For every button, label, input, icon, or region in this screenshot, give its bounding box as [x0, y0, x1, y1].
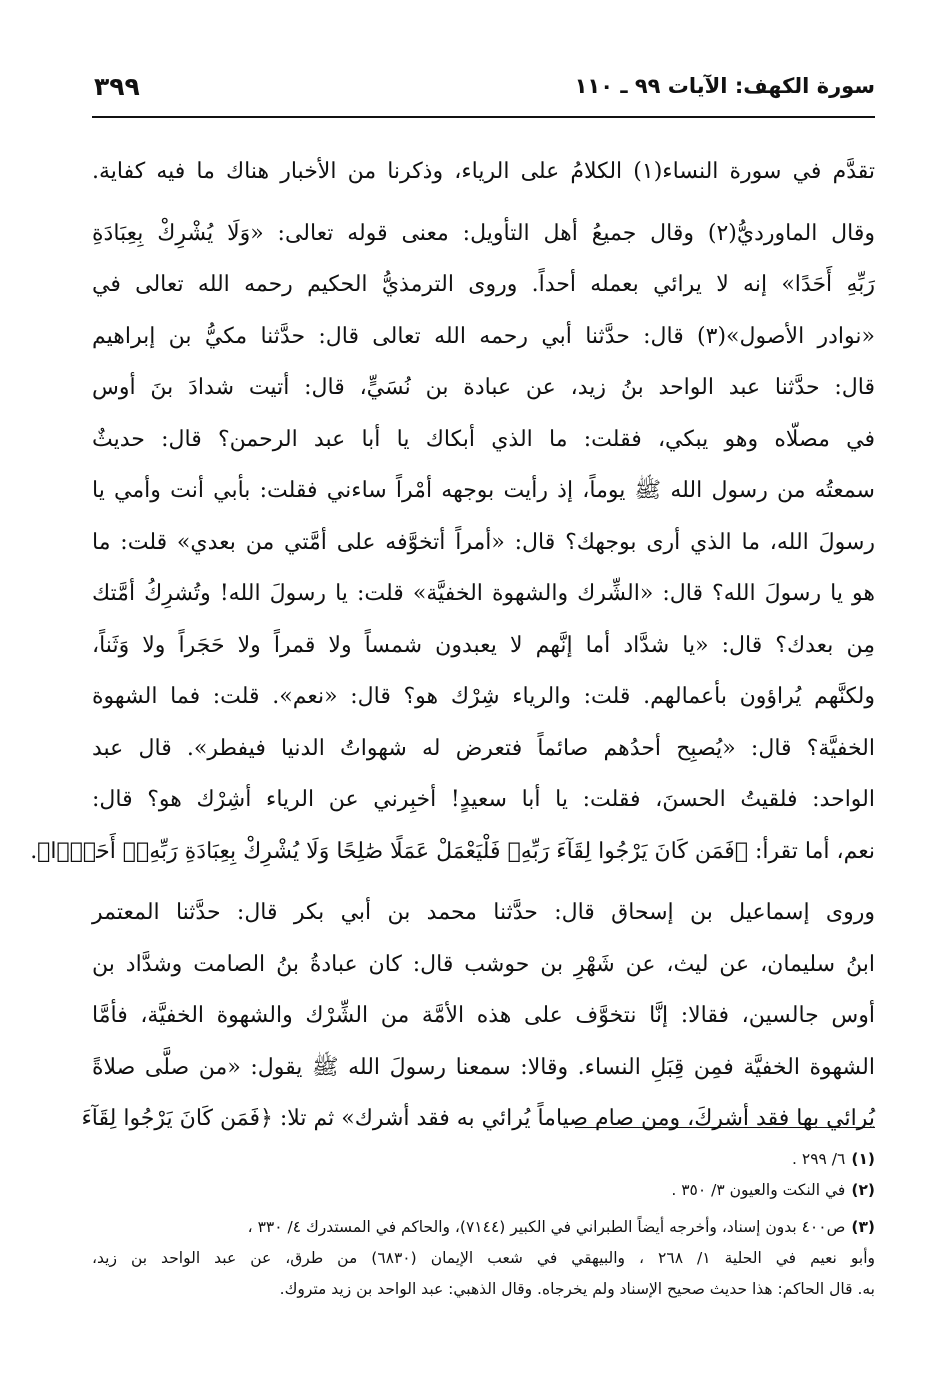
footnote: [92, 1175, 875, 1206]
text-line: ابنُ سليمان، عن ليث، عن شَهْرِ بن حوشب قال: كان عبادةُ بنُ الصامت وشدَّاد بن: [92, 951, 875, 977]
footnote-continuation: وأبو نعيم في الحلية ١/ ٢٦٨ ، والبيهقي في شعب الإيمان (٦٨٣٠) من طرق، عن عبد الواحد بن زيد،: [92, 1249, 875, 1267]
text-line: وروى إسماعيل بن إسحاق قال: حدَّثنا محمد بن أبي بكر قال: حدَّثنا المعتمر: [92, 900, 875, 925]
text-line: «نوادر الأصول»(٣) قال: حدَّثنا أبي رحمه الله تعالى قال: حدَّثنا مكيُّ بن إبراهيم: [92, 323, 875, 349]
text-line: سمعتُه من رسول الله ﷺ يوماً، إذ رأيت بوجهه أمْراً ساءني فقلت: بأبي أنت وأمي يا: [92, 478, 875, 503]
text-line: أوس جالسين، فقالا: إنَّا نتخوَّف على هذه الأمَّة من الشِّرْك والشهوة الخفيَّة، فأمَّا: [92, 1003, 875, 1028]
surah-title: سورة الكهف: الآيات ٩٩ ـ ١١٠: [574, 74, 875, 98]
main-text: [30, 146, 876, 1145]
text-line: الخفيَّة؟ قال: «يُصبِح أحدُهم صائماً فتعرض له شهواتُ الدنيا فيفطر». قال عبد: [92, 735, 875, 761]
text-line: تقدَّم في سورة النساء(١) الكلامُ على الرياء، وذكرنا من الأخبار هناك ما فيه كفاية.: [92, 159, 875, 184]
footnotes: [92, 1144, 875, 1305]
footnote-marker: (١): [851, 1150, 875, 1168]
footnote-marker: (٣): [851, 1218, 875, 1236]
page-number: ٣٩٩: [94, 72, 140, 101]
text-line: ولكنَّهم يُراؤون بأعمالهم. قلت: والرياء شِرْك هو؟ قال: «نعم». قلت: فما الشهوة: [92, 684, 876, 709]
footnote-text: في النكت والعيون ٣/ ٣٥٠ .: [671, 1181, 846, 1199]
text-line: قال: حدَّثنا عبد الواحد بنُ زيد، عن عبادة بن نُسَيٍّ، قال: أتيت شدادَ بنَ أوس: [92, 375, 875, 400]
text-line: وقال الماورديُّ(٢) وقال جميعُ أهل التأويل: معنى قوله تعالى: «وَلَا يُشْرِكْ بِعِبَادَةِ: [92, 220, 876, 246]
footnote-text: ٦/ ٢٩٩ .: [792, 1150, 846, 1168]
text-line: هو يا رسولَ الله؟ قال: «الشِّرك والشهوة الخفيَّة» قلت: يا رسولَ الله! وتُشرِكُ أمَّتك: [92, 581, 875, 606]
text-line: يُرائي بها فقد أشركَ، ومن صام صياماً يُرائي به فقد أشرك» ثم تلا: ﴿فَمَن كَانَ يَرْجُوا لِقَآءَ: [81, 1106, 875, 1131]
text-line: الواحد: فلقيتُ الحسنَ، فقلت: يا أبا سعيدٍ! أخبِرني عن الرياء أشِرْك هو؟ قال:: [92, 787, 875, 812]
text-line: رسولَ الله، ما الذي أرى بوجهك؟ قال: «أمراً أتخوَّفه على أمَّتي من بعدي» قلت: ما: [92, 529, 876, 555]
running-header: [92, 68, 875, 118]
text-line: الشهوة الخفيَّة فمِن قِبَلِ النساء. وقالا: سمعنا رسولَ الله ﷺ يقول: «من صلَّى صلاةً: [92, 1054, 875, 1080]
text-line: مِن بعدك؟ قال: «يا شدَّاد أما إنَّهم لا يعبدون شمساً ولا قمراً ولا حَجَراً ولا وَثَناً،: [92, 632, 875, 658]
footnote-marker: (٢): [851, 1181, 875, 1199]
text-line: في مصلّاه وهو يبكي، فقلت: ما الذي أبكاك يا أبا عبد الرحمن؟ قال: حديثٌ: [92, 426, 875, 452]
footnote: [92, 1212, 875, 1243]
footnote: [92, 1144, 875, 1175]
footnote-text: ص٤٠٠ بدون إسناد، وأخرجه أيضاً الطبراني في الكبير (٧١٤٤)، والحاكم في المستدرك ٤/ ٣٣٠ ،: [247, 1218, 846, 1236]
footnote-separator: [575, 1127, 875, 1128]
footnote-continuation: به. قال الحاكم: هذا حديث صحيح الإسناد ولم يخرجاه. وقال الذهبي: عبد الواحد بن زيد متروك.: [279, 1280, 875, 1298]
text-line: نعم، أما تقرأ: ﴿فَمَن كَانَ يَرْجُوا لِقَآءَ رَبِّهِۦ فَلْيَعْمَلْ عَمَلًا صَٰلِحًا وَلَا يُشْرِكْ بِعِبَادَةِ رَبِّهِۦٓ أَحَدًۢا﴾.: [30, 838, 875, 864]
text-line: رَبِّهِ أَحَدًا» إنه لا يرائي بعمله أحداً. وروى الترمذيُّ الحكيم رحمه الله تعالى في: [92, 272, 875, 297]
